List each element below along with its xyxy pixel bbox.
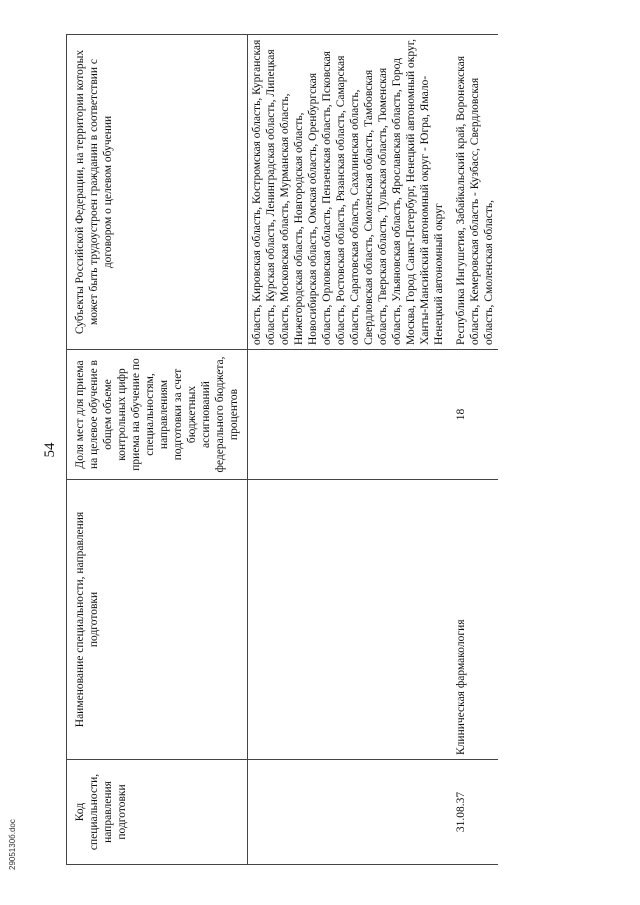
cell-share: 18 (448, 350, 498, 480)
cell-empty-share (248, 350, 449, 480)
header-code: Код специальности, направления подготовки (67, 760, 248, 865)
cell-continuation-subjects: область, Кировская область, Костромская область, Курганская область, Курская область, Ленинградская область, Липецкая область, Московская область, Мурманская область, Нижегородская область, Новгородская область, Новосибирская область, Омская область, Оренбургская область, Орловская область, Пензенская область, Псковская область, Ростовская область, Рязанская область, Самарская область, Саратовская область, Сахалинская область, Свердловская область, Смоленская область, Тамбовская область, Тверская область, Тульская область, Тюменская область, Ульяновская область, Ярославская область, Город Москва, Город Санкт-Петербург, Ненецкий автономный округ, Ханты-Мансийский автономный округ - Югра, Ямало-Ненецкий автономный округ (248, 35, 449, 350)
table-row-continuation (248, 35, 449, 865)
cell-code: 31.08.37 (448, 760, 498, 865)
rotated-page (40, 35, 600, 865)
table-header-row (67, 35, 248, 865)
page-number: 54 (42, 442, 58, 458)
cell-empty-name (248, 480, 449, 760)
table-row (448, 35, 498, 865)
cell-empty-code (248, 760, 449, 865)
header-share: Доля мест для приема на целевое обучение в общем объеме контрольных цифр приема на обучение по специальностям, направлениям подготовки за счет бюджетных ассигнований федерального бюджета, процентов (67, 350, 248, 480)
header-name: Наименование специальности, направления подготовки (67, 480, 248, 760)
cell-subjects: Республика Ингушетия, Забайкальский край, Воронежская область, Кемеровская область - Кузбасс, Свердловская область, Смоленская область, (448, 35, 498, 350)
target-training-table (66, 34, 498, 865)
cell-name: Клиническая фармакология (448, 480, 498, 760)
header-subjects: Субъекты Российской Федерации, на территории которых может быть трудоустроен гражданин в соответствии с договором о целевом обучении (67, 35, 248, 350)
footer-filename: 2905130б.doc (8, 819, 17, 870)
